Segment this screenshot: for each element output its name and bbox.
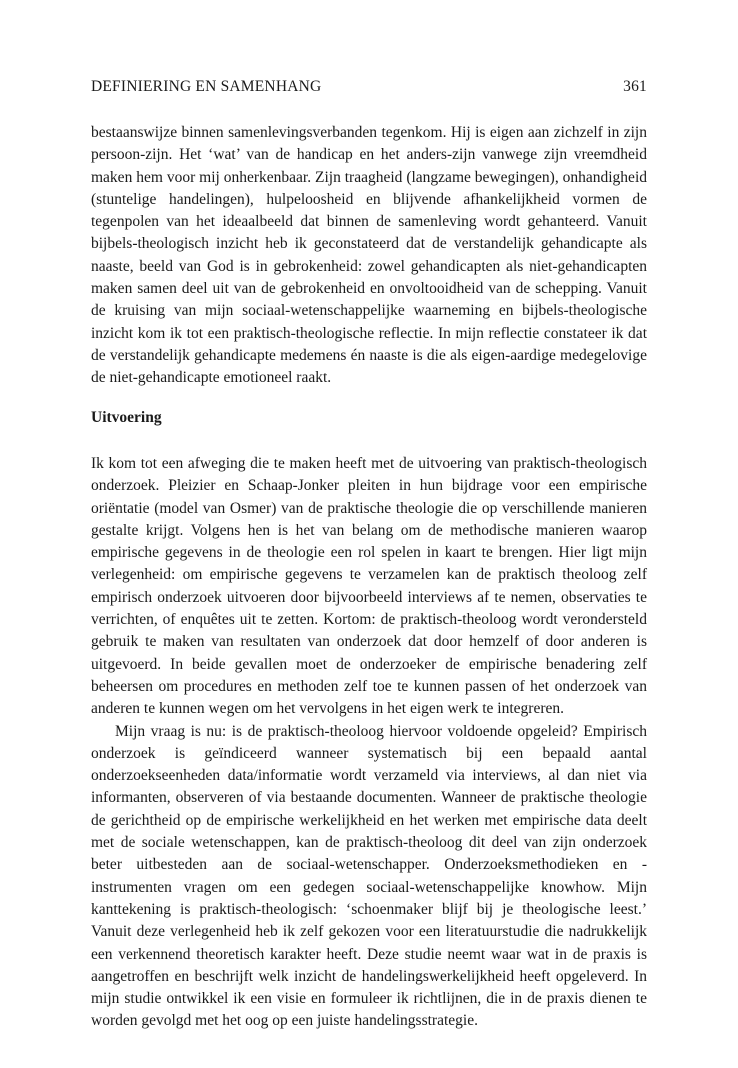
book-page xyxy=(91,0,647,1068)
section-heading: Uitvoering xyxy=(91,409,162,426)
intro-text-block xyxy=(91,122,647,390)
body-paragraph: bestaanswijze binnen samenlevingsverbanden tegenkom. Hij is eigen aan zichzelf in zijn persoon-zijn. Het ‘wat’ van de handicap en het anders-zijn vanwege zijn vreemdheid maken hem voor mij onherkenbaar. Zijn traagheid (langzame bewegingen), onhandigheid (stuntelige handelingen), hulpeloosheid en blijvende afhankelijkheid vormen de tegenpolen van het ideaalbeeld dat binnen de samenleving wordt gehanteerd. Vanuit bijbels-theologisch inzicht heb ik geconstateerd dat de verstandelijk gehandicapte als naaste, beeld van God is in gebrokenheid: zowel gehandicapten als niet-gehandicapten maken samen deel uit van de gebrokenheid en onvoltooidheid van de schepping. Vanuit de kruising van mijn sociaal-wetenschappelijke waarneming en bijbels-theologische inzicht kom ik tot een praktisch-theologische reflectie. In mijn reflectie constateer ik dat de verstandelijk gehandicapte medemens én naaste is die als eigen-aardige medegelovige de niet-gehandicapte emotioneel raakt. xyxy=(91,124,647,387)
body-paragraph: Ik kom tot een afweging die te maken heeft met de uitvoering van praktisch-theologisch onderzoek. Pleizier en Schaap-Jonker pleiten in hun bijdrage voor een empirische oriëntatie (model van Osmer) van de praktische theologie die op verschillende manieren gestalte krijgt. Volgens hen is het van belang om de methodische manieren waarop empirische gegevens in de theologie een rol spelen in kaart te brengen. Hier ligt mijn verlegenheid: om empirische gegevens te verzamelen kan de praktisch theoloog zelf empirisch onderzoek uitvoeren door bijvoorbeeld interviews af te nemen, observaties te verrichten, of enquêtes uit te zetten. Kortom: de praktisch-theoloog wordt verondersteld gebruik te maken van resultaten van onderzoek dat door hemzelf of door anderen is uitgevoerd. In beide gevallen moet de onderzoeker de empirische benadering zelf beheersen om procedures en methoden zelf toe te kunnen passen of het onderzoek van anderen te kunnen wegen om het vervolgens in het eigen werk te integreren. xyxy=(91,455,647,718)
running-head-title: DEFINIERING EN SAMENHANG xyxy=(91,78,322,95)
body-paragraph: Mijn vraag is nu: is de praktisch-theoloog hiervoor voldoende opgeleid? Empirisch onderzoek is geïndiceerd wanneer systematisch bij een bepaald aantal onderzoekseenheden data/informatie wordt verzameld via interviews, al dan niet via informanten, observeren of via bestaande documenten. Wanneer de praktische theologie de gerichtheid op de empirische werkelijkheid en het werken met empirische data deelt met de sociale wetenschappen, kan de praktisch-theoloog dit deel van zijn onderzoek beter uitbesteden aan de sociaal-wetenschapper. Onderzoeksmethodieken en -instrumenten vragen om een gedegen sociaal-wetenschappelijke knowhow. Mijn kanttekening is praktisch-theologisch: ‘schoenmaker blijf bij je theologische leest.’ Vanuit deze verlegenheid heb ik zelf gekozen voor een literatuurstudie die nadrukkelijk een verkennend theoretisch karakter heeft. Deze studie neemt waar wat in de praxis is aangetroffen en beschrijft welk inzicht de handelingswerkelijkheid heeft opgeleverd. In mijn studie ontwikkel ik een visie en formuleer ik richtlijnen, die in de praxis dienen te worden gevolgd met het oog op een juiste handelingsstrategie. xyxy=(91,722,647,1030)
running-head xyxy=(91,78,647,100)
section-text-block xyxy=(91,453,647,1033)
page-number: 361 xyxy=(623,78,647,95)
